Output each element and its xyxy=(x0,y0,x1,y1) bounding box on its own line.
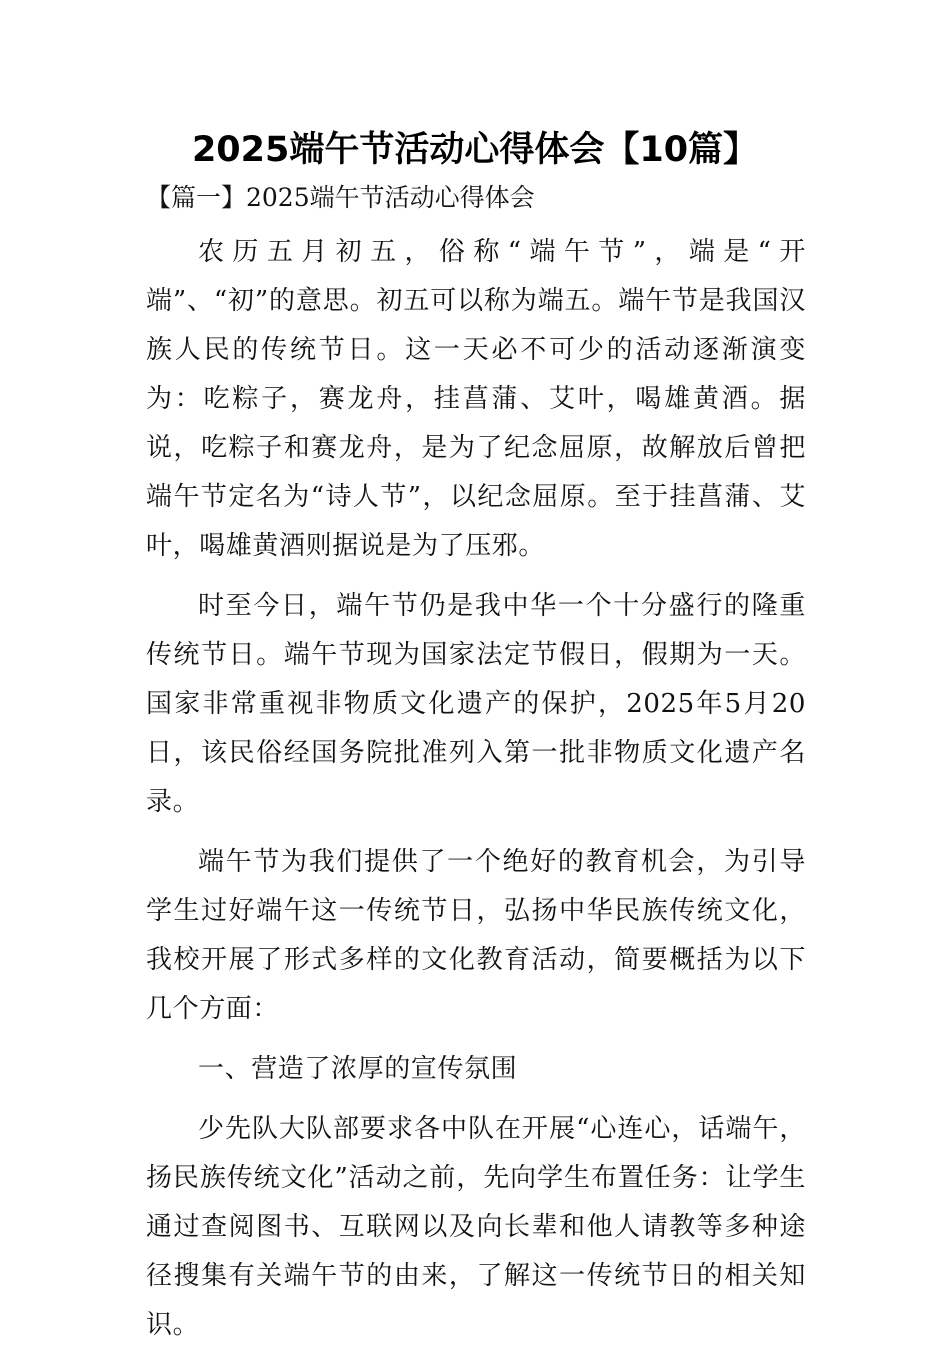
document-body xyxy=(146,228,806,1361)
paragraph-pioneers-task: 少先队大队部要求各中队在开展“心连心，话端午，扬民族传统文化”活动之前，先向学生布置任务：让学生通过查阅图书、互联网以及向长辈和他人请教等多种途径搜集有关端午节的由来，了解这一传统节日的相关知识。 xyxy=(146,1114,806,1340)
paragraph-holiday-status: 时至今日，端午节仍是我中华一个十分盛行的隆重传统节日。端午节现为国家法定节假日，假期为一天。国家非常重视非物质文化遗产的保护，2025年5月20日，该民俗经国务院批准列入第一批非物质文化遗产名录。 xyxy=(146,591,806,817)
paragraph-intro: 农历五月初五，俗称“端午节”，端是“开端”、“初”的意思。初五可以称为端五。端午节是我国汉族人民的传统节日。这一天必不可少的活动逐渐演变为：吃粽子，赛龙舟，挂菖蒲、艾叶，喝雄黄酒。据说，吃粽子和赛龙舟，是为了纪念屈原，故解放后曾把端午节定名为“诗人节”，以纪念屈原。至于挂菖蒲、艾叶，喝雄黄酒则据说是为了压邪。 xyxy=(146,237,806,561)
paragraph-school-activities: 端午节为我们提供了一个绝好的教育机会，为引导学生过好端午这一传统节日，弘扬中华民族传统文化，我校开展了形式多样的文化教育活动，简要概括为以下几个方面： xyxy=(146,847,806,1024)
document-title: 2025端午节活动心得体会【10篇】 xyxy=(191,130,759,170)
subheading-atmosphere: 一、营造了浓厚的宣传氛围 xyxy=(198,1054,518,1084)
section-heading: 【篇一】2025端午节活动心得体会 xyxy=(146,183,535,212)
